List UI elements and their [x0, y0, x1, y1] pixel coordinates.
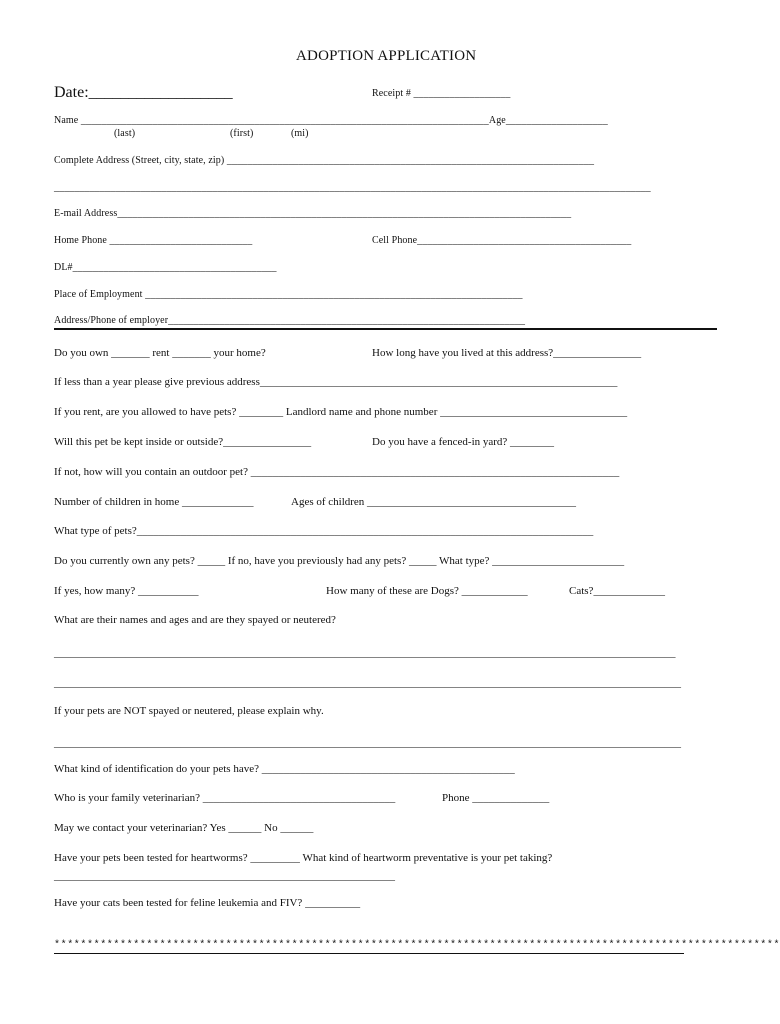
- family-vet-field[interactable]: Who is your family veterinarian? ___________________________________: [54, 792, 396, 804]
- dl-field[interactable]: DL#________________________________________: [54, 262, 277, 273]
- children-count-field[interactable]: Number of children in home _____________: [54, 496, 254, 508]
- contact-vet-field[interactable]: May we contact your veterinarian? Yes ______ No ______: [54, 822, 314, 834]
- name-sub-mi: (mi): [291, 128, 309, 139]
- cell-phone-field[interactable]: Cell Phone__________________________________________: [372, 235, 632, 246]
- names-ages-line-1[interactable]: _________________________________________________________________________________________________________________: [54, 647, 676, 659]
- footer-stars: **************************************************************************************************************: [54, 940, 780, 951]
- pet-type-field[interactable]: What type of pets?___________________________________________________________________________________: [54, 525, 594, 537]
- address-field[interactable]: Complete Address (Street, city, state, zip) ________________________________________________________________________: [54, 155, 595, 166]
- dogs-count-field[interactable]: How many of these are Dogs? ____________: [326, 585, 528, 597]
- email-field[interactable]: E-mail Address_________________________________________________________________________________________: [54, 208, 572, 219]
- name-sub-first: (first): [230, 128, 254, 139]
- identification-field[interactable]: What kind of identification do your pets have? ______________________________________________: [54, 763, 515, 775]
- employment-field[interactable]: Place of Employment __________________________________________________________________________: [54, 289, 523, 300]
- inside-outside-field[interactable]: Will this pet be kept inside or outside?________________: [54, 436, 312, 448]
- fenced-yard-field[interactable]: Do you have a fenced-in yard? ________: [372, 436, 555, 448]
- receipt-field[interactable]: Receipt # ___________________: [372, 88, 511, 99]
- name-age-field[interactable]: Name ________________________________________________________________________________Age____________________: [54, 115, 608, 126]
- how-long-field[interactable]: How long have you lived at this address?________________: [372, 347, 642, 359]
- footer-rule: [54, 953, 684, 954]
- contain-outdoor-field[interactable]: If not, how will you contain an outdoor pet? ___________________________________________________________________: [54, 466, 620, 478]
- feline-test-field[interactable]: Have your cats been tested for feline leukemia and FIV? __________: [54, 897, 361, 909]
- own-rent-field[interactable]: Do you own _______ rent _______ your home?: [54, 347, 266, 359]
- not-spayed-line[interactable]: __________________________________________________________________________________________________________________: [54, 737, 681, 749]
- children-ages-field[interactable]: Ages of children ______________________________________: [291, 496, 577, 508]
- date-field[interactable]: Date:__________________: [54, 84, 233, 101]
- names-ages-line-2[interactable]: __________________________________________________________________________________________________________________: [54, 677, 681, 689]
- allowed-pets-landlord-field[interactable]: If you rent, are you allowed to have pets? ________ Landlord name and phone number __________________________________: [54, 406, 628, 418]
- name-sub-last: (last): [114, 128, 136, 139]
- vet-phone-field[interactable]: Phone ______________: [442, 792, 550, 804]
- employer-contact-field[interactable]: Address/Phone of employer______________________________________________________________________: [54, 315, 526, 326]
- how-many-field[interactable]: If yes, how many? ___________: [54, 585, 199, 597]
- form-title: ADOPTION APPLICATION: [296, 48, 477, 64]
- names-ages-question: What are their names and ages and are they spayed or neutered?: [54, 614, 336, 626]
- section-divider: [54, 328, 717, 330]
- address-continued-field[interactable]: _____________________________________________________________________________________________________________________: [54, 182, 651, 193]
- heartworm-line[interactable]: ______________________________________________________________: [54, 870, 395, 882]
- cats-count-field[interactable]: Cats?_____________: [569, 585, 665, 597]
- not-spayed-question: If your pets are NOT spayed or neutered, please explain why.: [54, 705, 324, 717]
- previous-address-field[interactable]: If less than a year please give previous address_________________________________________________________________: [54, 376, 618, 388]
- heartworm-test-field[interactable]: Have your pets been tested for heartworms? _________ What kind of heartworm preventative is your pet taking?: [54, 852, 553, 864]
- home-phone-field[interactable]: Home Phone ____________________________: [54, 235, 253, 246]
- own-pets-field[interactable]: Do you currently own any pets? _____ If no, have you previously had any pets? _____ What type? ________________________: [54, 555, 625, 567]
